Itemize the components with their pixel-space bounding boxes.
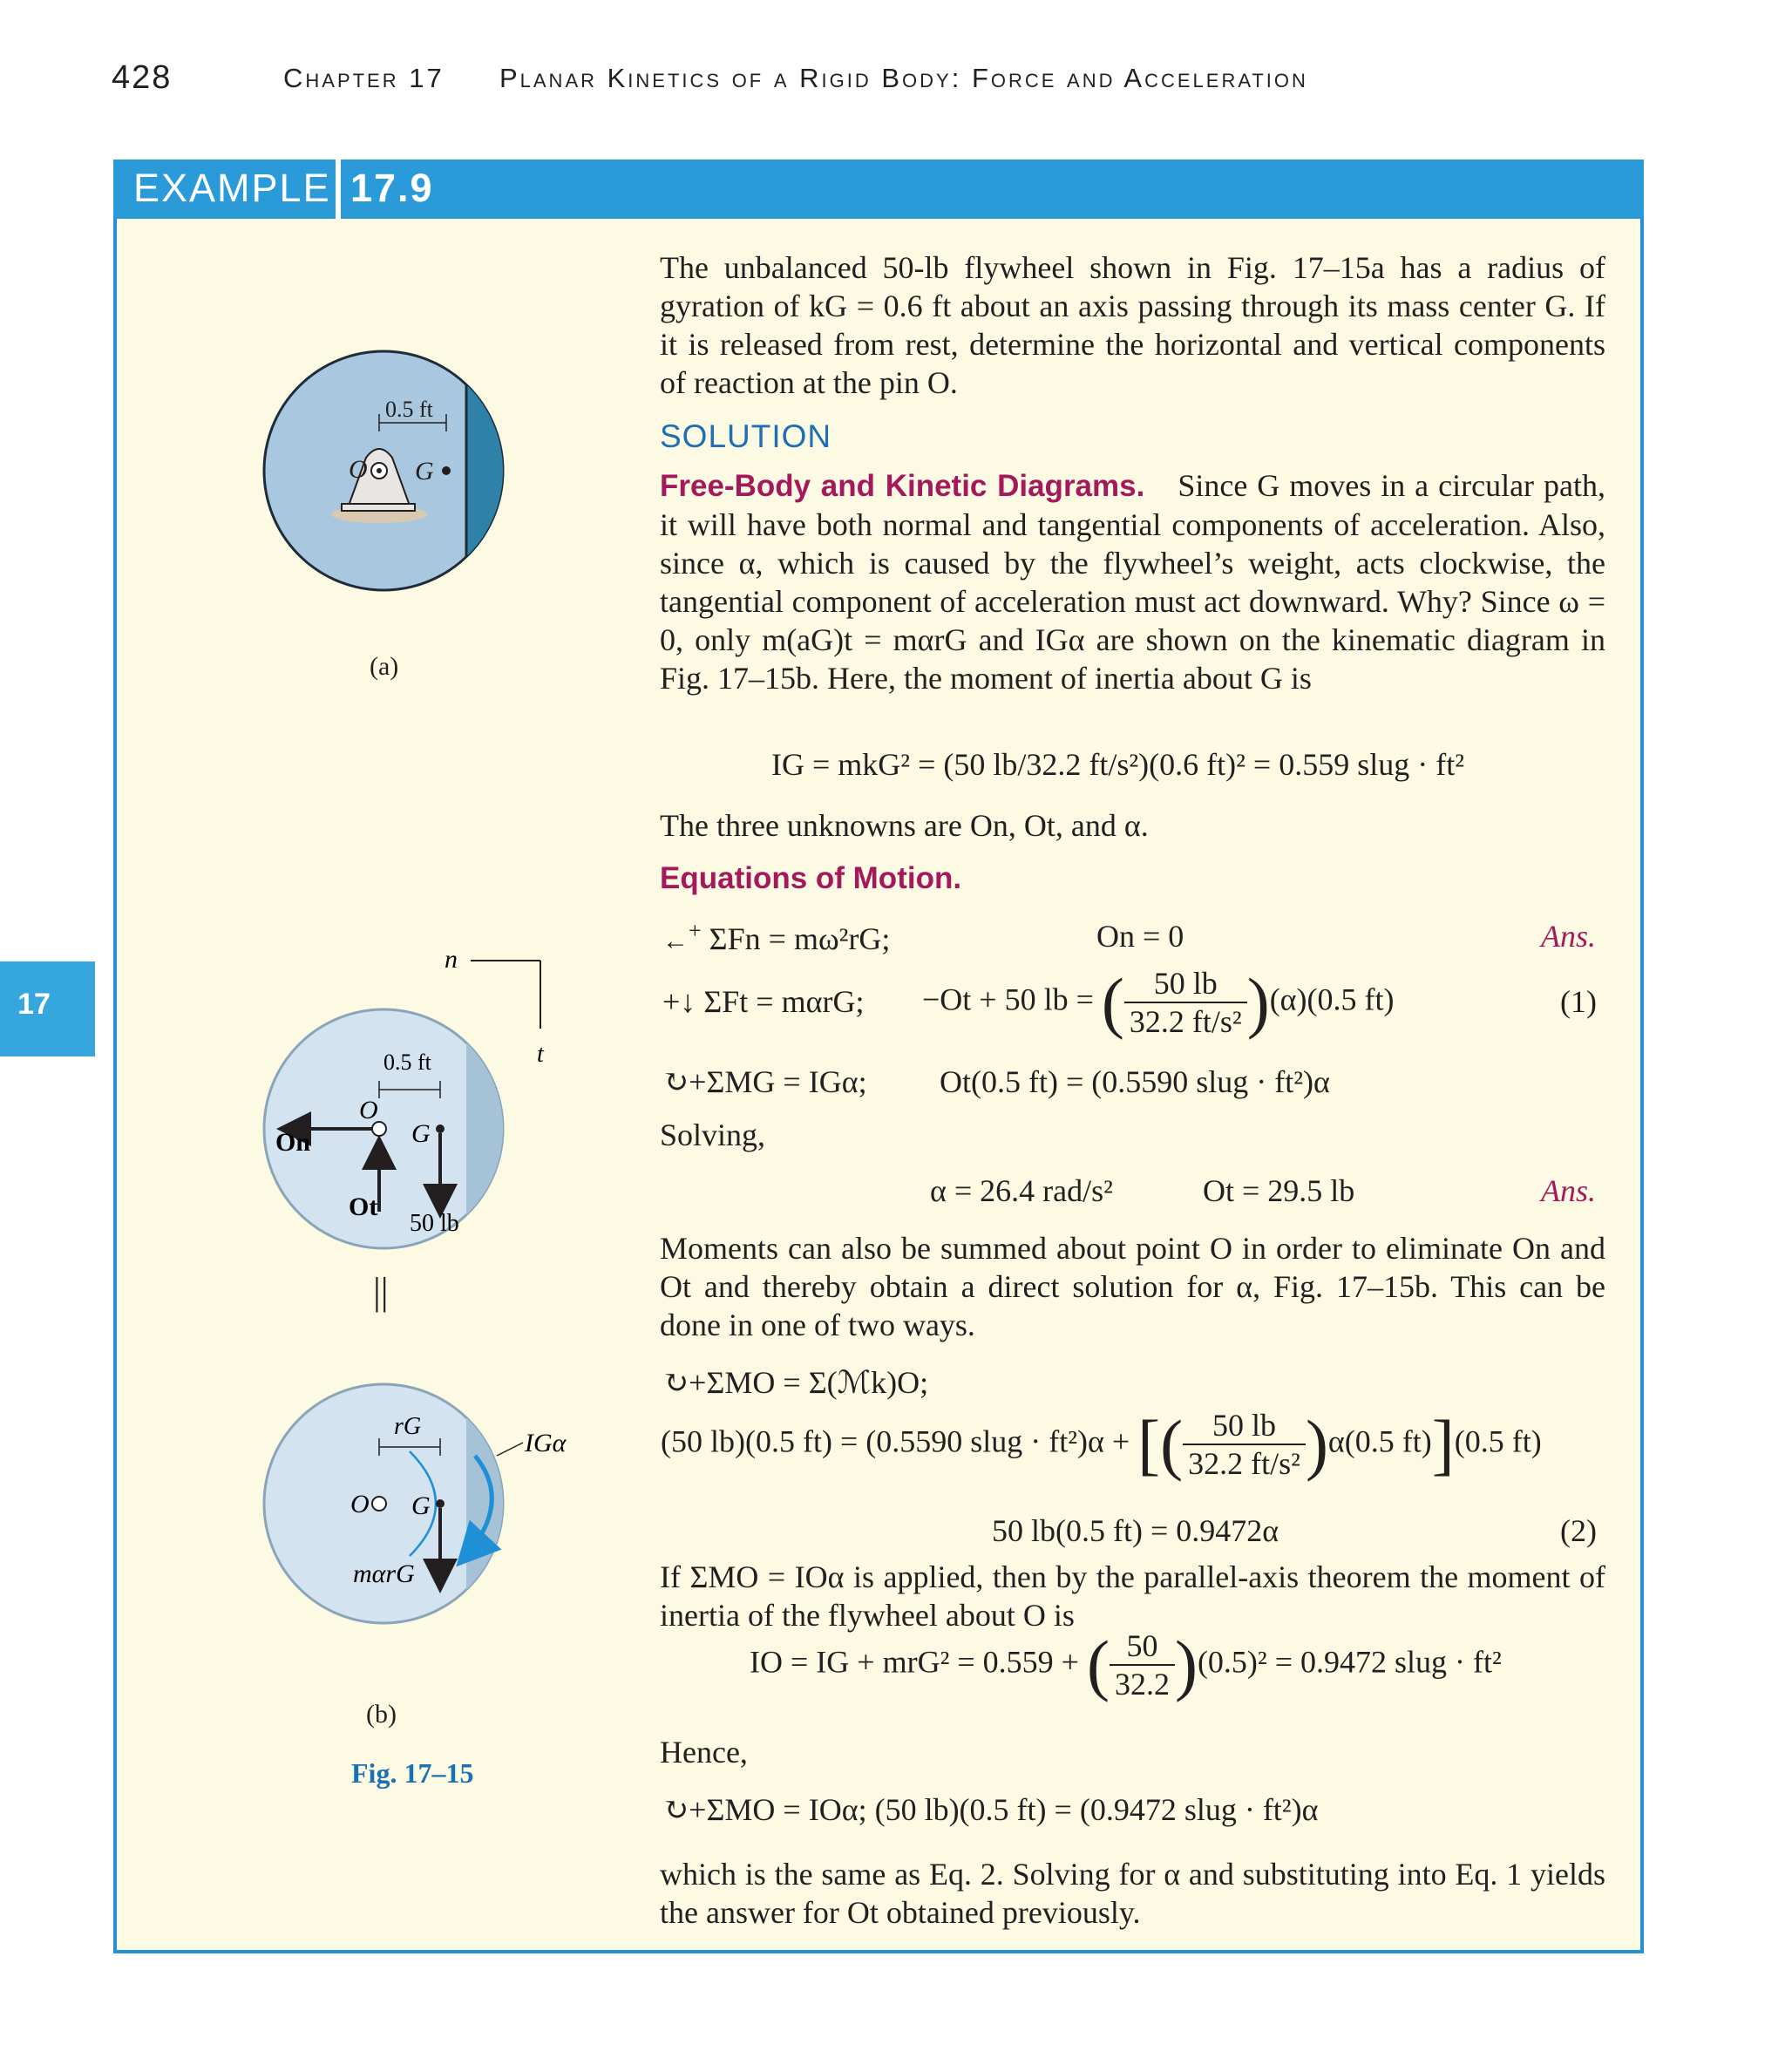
figure-b-kinetic-diagram xyxy=(244,1373,575,1634)
kinetic-label-o: O xyxy=(350,1490,370,1518)
equals-sign: || xyxy=(373,1270,389,1313)
problem-statement: The unbalanced 50-lb flywheel shown in Fig. 17–15a has a radius of gyration of kG = 0.6 ft about an axis passing through its mass center G. If it is released from rest, determine the horizontal and vertical components of reaction at the pin O. xyxy=(660,250,1605,400)
eq-tangential-left: ΣFt = mαrG; xyxy=(703,984,865,1019)
figure-b-free-body-diagram xyxy=(244,933,558,1255)
eq-moment-g: ↻+ΣMG = IGα; xyxy=(662,1064,867,1099)
result-alpha: α = 26.4 rad/s² xyxy=(930,1173,1113,1208)
eq-io-lhs: IO = IG + mrG² = 0.559 + xyxy=(750,1644,1079,1680)
unknowns-line: The three unknowns are On, Ot, and α. xyxy=(660,808,1149,843)
radius-rg-label: rG xyxy=(394,1413,422,1440)
moments-paragraph: Moments can also be summed about point O in order to eliminate On and Ot and thereby obtain a direct solution for α, Fig. 17–15b. This can be done in one of two ways. xyxy=(660,1231,1605,1342)
eq-tag-1: (1) xyxy=(1560,984,1597,1019)
weight-label: 50 lb xyxy=(410,1210,459,1237)
figure-a-flywheel xyxy=(244,340,540,601)
axis-n-label: n xyxy=(445,945,458,974)
page-number: 428 xyxy=(112,59,173,96)
figure-b-label-g: G xyxy=(411,1119,431,1148)
fbd-paragraph xyxy=(660,466,1605,697)
figure-caption: Fig. 17–15 xyxy=(351,1757,474,1789)
chapter-title: Planar Kinetics of a Rigid Body: Force and Acceleration xyxy=(499,63,1308,93)
eq-moment-g-right: Ot(0.5 ft) = (0.5590 slug · ft²)α xyxy=(940,1064,1330,1099)
example-number: 17.9 xyxy=(350,166,434,210)
eq-short: 50 lb(0.5 ft) = 0.9472α xyxy=(992,1513,1279,1548)
figure-b-label: (b) xyxy=(366,1700,397,1729)
figure-a-dimension: 0.5 ft xyxy=(385,397,433,422)
eq-inertia: IG = mkG² = (50 lb/32.2 ft/s²)(0.6 ft)² = 0.559 slug · ft² xyxy=(771,747,1465,782)
figure-a-label-g: G xyxy=(415,457,434,486)
eq-moment-o-text: ΣMO = Σ(ℳk)O; xyxy=(706,1365,929,1400)
eq-tangential-force: +↓ ΣFt = mαrG; xyxy=(662,984,865,1019)
chapter-side-tab-label: 17 xyxy=(17,988,51,1021)
eq-tangential-den: 32.2 ft/s² xyxy=(1129,1004,1242,1039)
eq-long-mid: α(0.5 ft) xyxy=(1327,1423,1432,1459)
figure-a-label-o: O xyxy=(349,455,368,484)
eq-normal-left: ΣFn = mω²rG; xyxy=(709,921,891,956)
eq-tangential-num: 50 lb xyxy=(1124,965,1247,1003)
eq-io-rhs: (0.5)² = 0.9472 slug · ft² xyxy=(1197,1644,1502,1680)
fbd-text: Since G moves in a circular path, it will have both normal and tangential components of acceleration. Also, since α, which is caused by the flywheel’s weight, acts clockwise, the tangential component of acceleration must act downward. Why? Since ω = 0, only m(aG)t = mαrG and IGα are shown on the kinematic diagram in Fig. 17–15b. Here, the moment of inertia about G is xyxy=(660,468,1606,696)
moment-label: IGα xyxy=(525,1429,567,1457)
result-ot: Ot = 29.5 lb xyxy=(1203,1173,1355,1208)
eq-io-den: 32.2 xyxy=(1114,1667,1170,1702)
eq-moment-g-left: ΣMG = IGα; xyxy=(706,1064,867,1099)
eq-tangential-lhs: −Ot + 50 lb = xyxy=(922,982,1094,1017)
fbd-heading: Free-Body and Kinetic Diagrams. xyxy=(660,469,1145,503)
eq-moment-o: ↻+ΣMO = Σ(ℳk)O; xyxy=(662,1365,929,1400)
solution-heading: SOLUTION xyxy=(660,418,832,454)
eq-final: ↻+ΣMO = IOα; (50 lb)(0.5 ft) = (0.9472 slug · ft²)α xyxy=(662,1792,1319,1827)
figure-b-label-o: O xyxy=(359,1096,378,1124)
eq-long-end: (0.5 ft) xyxy=(1454,1423,1542,1459)
eq-final-text: ΣMO = IOα; (50 lb)(0.5 ft) = (0.9472 slug · ft²)α xyxy=(706,1792,1319,1827)
eq-tangential-rhs: (α)(0.5 ft) xyxy=(1269,982,1395,1017)
banner-divider xyxy=(336,160,341,219)
example-banner xyxy=(113,160,1644,219)
force-on-label: On xyxy=(275,1128,311,1157)
solving-label: Solving, xyxy=(660,1118,766,1152)
eq-long-lhs: (50 lb)(0.5 ft) = (0.5590 slug · ft²)α + xyxy=(661,1423,1130,1459)
kinetic-label-g: G xyxy=(411,1491,431,1520)
hence-label: Hence, xyxy=(660,1735,748,1770)
eq-long: (50 lb)(0.5 ft) = (0.5590 slug · ft²)α + [( $\frac{50 lb}{\text{32.2 ft/s²}}$ )α(0.5 ft)](0.5 ft) xyxy=(661,1406,1542,1482)
eq-io-num: 50 xyxy=(1110,1627,1175,1666)
running-head xyxy=(283,63,1308,94)
chapter-label: Chapter 17 xyxy=(283,63,445,93)
eq-normal-result: On = 0 xyxy=(1096,919,1184,954)
eq-io: IO = IG + mrG² = 0.559 + ( $\frac{50}{32.2}$ )(0.5)² = 0.9472 slug · ft² xyxy=(750,1627,1502,1702)
eq-normal-force: ←+ ΣFn = mω²rG; xyxy=(662,918,891,956)
eq-tangential-right: −Ot + 50 lb = ( $\frac{50 lb}{\text{32.2 ft/s²}}$ )(α)(0.5 ft) xyxy=(922,964,1395,1040)
parallel-axis-paragraph: If ΣMO = IOα is applied, then by the parallel-axis theorem the moment of inertia of the flywheel about O is xyxy=(660,1559,1605,1633)
eq-long-num: 50 lb xyxy=(1183,1407,1306,1445)
closing-paragraph: which is the same as Eq. 2. Solving for α and substituting into Eq. 1 yields the answer for Ot obtained previously. xyxy=(660,1857,1605,1930)
eq-long-den: 32.2 ft/s² xyxy=(1188,1446,1300,1481)
answer-label-2: Ans. xyxy=(1541,1173,1596,1208)
axis-t-label: t xyxy=(537,1041,544,1068)
eq-tag-2: (2) xyxy=(1560,1513,1597,1548)
force-ot-label: Ot xyxy=(349,1192,378,1221)
figure-b-dimension: 0.5 ft xyxy=(383,1050,431,1075)
figure-a-label: (a) xyxy=(370,652,399,681)
example-label: EXAMPLE xyxy=(133,166,331,210)
inertial-force-label: mαrG xyxy=(353,1559,415,1588)
answer-label-1: Ans. xyxy=(1541,919,1596,954)
eom-heading: Equations of Motion. xyxy=(660,861,962,895)
